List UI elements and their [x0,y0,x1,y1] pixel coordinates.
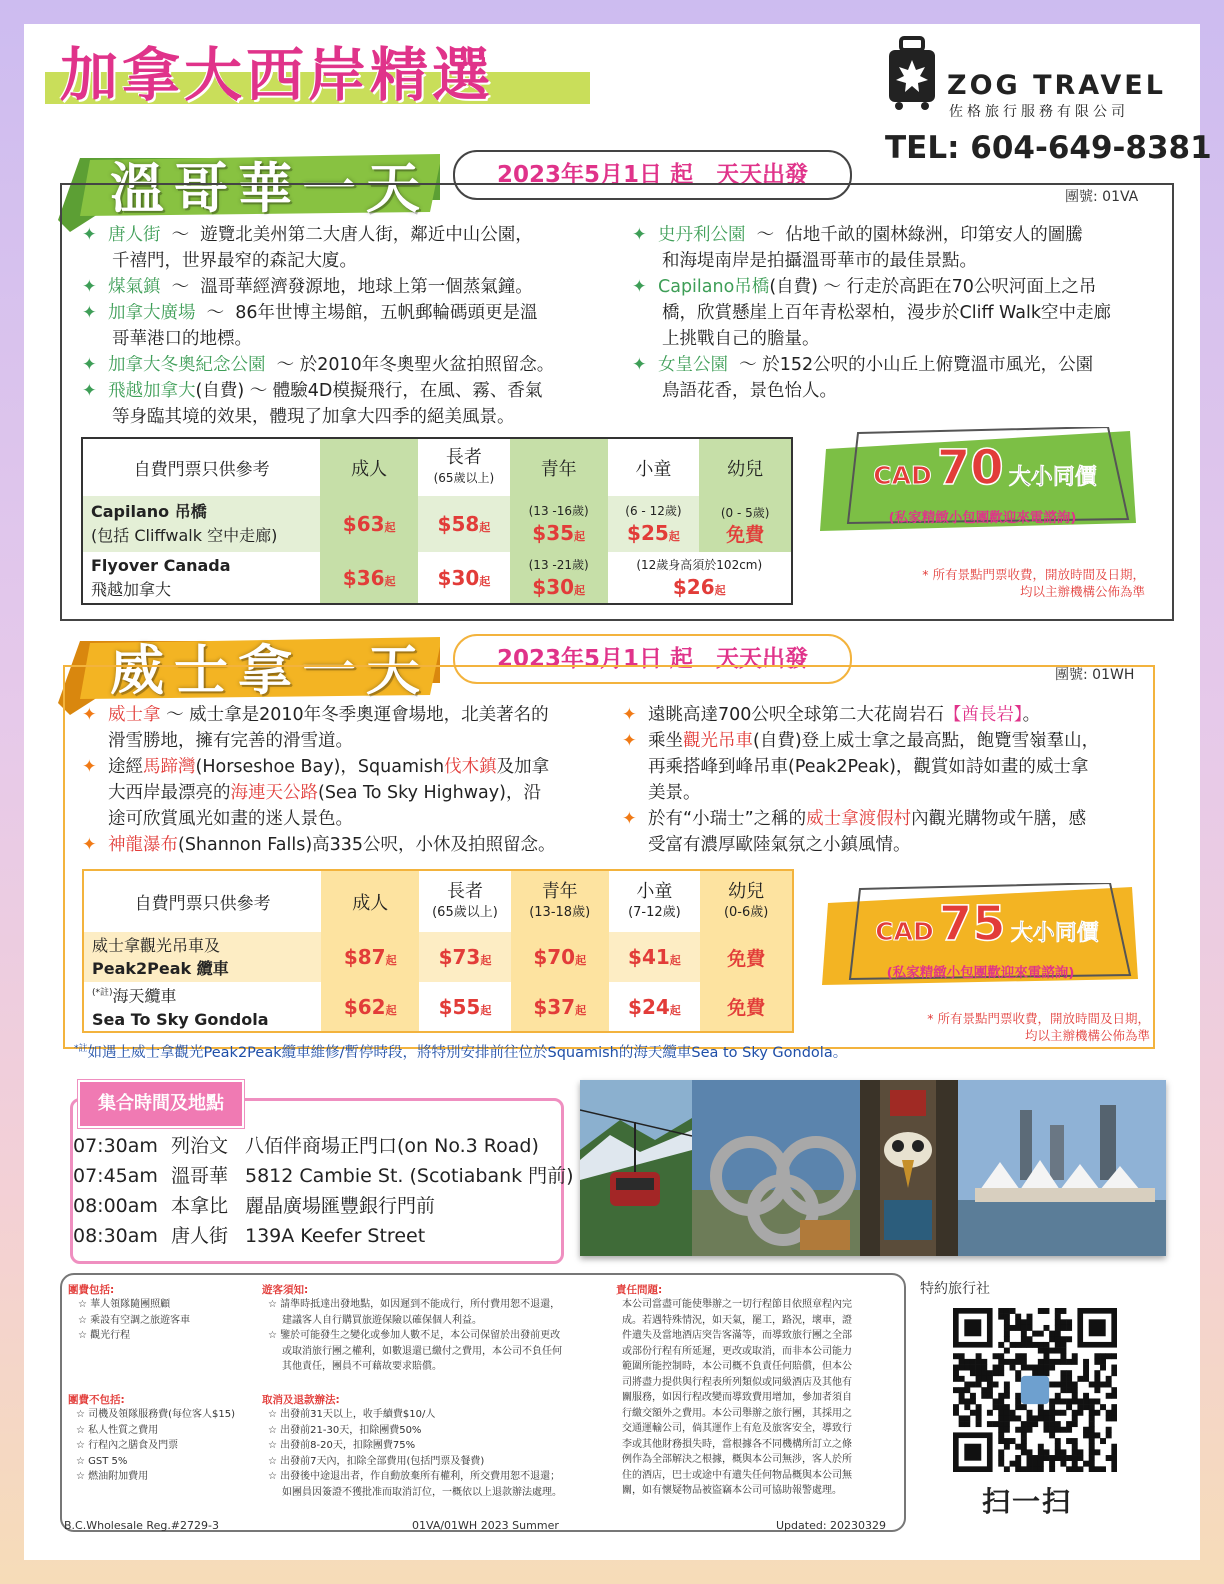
agency-label: 特約旅行社 [920,1281,990,1297]
whistler-left-items [82,702,612,858]
star-bullet-icon: ✦ [622,731,637,751]
table-header: 成人 [321,870,419,932]
phone-number: TEL: 604-649-8381 [885,130,1212,166]
whistler-right-items [622,702,1152,858]
list-item: ✦ 加拿大冬奧紀念公園 ～ 於2010年冬奧聖火盆拍照留念。 [82,355,555,375]
list-item: 滑雪勝地，擁有完善的滑雪道。 [108,731,353,751]
vancouver-price-table [81,437,793,605]
table-header: 自費門票只供參考 [82,438,320,496]
list-item: 07:45am 溫哥華 5812 Cambie St. (Scotiabank 門前) [73,1165,574,1187]
list-item: ✦ 威士拿 ～ 威士拿是2010年冬季奧運會場地，北美著名的 [82,702,612,728]
list-item: ✦ 乘坐觀光吊車(自費)登上威士拿之最高點，飽覽雪嶺羣山， [622,728,1152,754]
meeting-title: 集合時間及地點 [78,1080,244,1128]
star-bullet-icon: ✦ [82,835,97,855]
suitcase-logo-icon [887,36,937,112]
totem-pole-photo [860,1080,958,1256]
gondola-photo [580,1080,692,1256]
table-header: 幼兒 [699,438,792,496]
whistler-note: * 所有景點門票收費，開放時間及日期， 均以主辦機構公佈為準 [927,1011,1150,1043]
table-row: 威士拿觀光吊車及 Peak2Peak 纜車 $87起 $73起 $70起 $41起 免費 [83,932,793,982]
table-row: Flyover Canada 飛越加拿大 $36起 $30起 (13 -21歲) $30起 (12歲身高須於102cm) $26起 [82,552,792,604]
list-item: ✦ 加拿大廣場 ～ 86年世博主場館，五帆郵輪碼頭更是溫 哥華港口的地標。 [82,303,538,349]
table-header: 成人 [320,438,418,496]
list-item: ✦ 遠眺高達700公呎全球第二大花崗岩石【酋長岩】。 [622,702,1152,728]
star-bullet-icon: ✦ [82,705,97,725]
olympic-rings-photo [692,1080,860,1256]
whistler-tour-no: 團號: 01WH [1055,667,1135,683]
main-title: 加拿大西岸精選 [60,41,495,109]
list-item: 途可欣賞風光如畫的迷人景色。 [108,809,353,829]
list-item: 美景。 [648,783,701,803]
vancouver-price-sub: (私家精緻小包團歡迎來電諮詢) [888,510,1077,526]
list-item: ✦ 於有“小瑞士”之稱的威士拿渡假村內觀光購物或午膳，感 [622,806,1152,832]
meeting-list [73,1131,574,1251]
table-row: $^{(*註)}$海天纜車 Sea To Sky Gondola $62起 $55起 $37起 $24起 免費 [83,982,793,1032]
table-header: 小童 (7-12歲) [609,870,701,932]
vancouver-date: 2023年5月1日 起 天天出發 [453,150,852,200]
whistler-price-table [82,869,794,1033]
photo-strip [580,1080,1166,1256]
footer-updated: Updated: 20230329 [776,1519,887,1532]
terms-responsibility: 責任問題: 本公司當盡可能使舉辦之一切行程節目依照章程內完 成。若遇特殊情況，如天氣，罷工，路況，壞車，證 件遺失及當地酒店突告客滿等，而導致旅行團之全部 或部份行程有所延遲，更改或取消，而非本公司能力 範圍所能控制時，本公司概不負責任何賠償，但本公 司將盡力提供與行程表所列類似或同級酒店及其他有 關服務，如因行程改變而導致費用增加，參加者須自 行繳交額外之費用。本公司舉辦之旅行團，其採用之 交通運輸公司，倘其運作上有危及旅客安全，導致行 李或其他財務損失時，當根據各不同機構所訂立之條 例作為全部解決之根據，概與本公司無涉，客人於所 住的酒店，巴士或途中有遺失任何物品概與本公司無 關，如有懷疑物品被盜竊本公司可協助報警處理。 [616,1284,852,1496]
star-bullet-icon: ✦ [82,757,97,777]
table-header: 青年 [510,438,608,496]
list-item: ✦ 煤氣鎮 ～ 溫哥華經濟發源地，地球上第一個蒸氣鐘。 [82,277,533,297]
list-item: ✦ 唐人街 ～ 遊覽北美州第二大唐人街，鄰近中山公園， 千禧門，世界最窄的森記大廈。 [82,225,533,271]
scan-label: 扫一扫 [982,1485,1073,1518]
whistler-footnote: $^{*註}$如遇上威士拿觀光Peak2Peak纜車維修/暫停時段，將特別安排前往位於Squamish的海天纜車Sea to Sky Gondola。 [74,1044,848,1061]
list-item: ✦ 飛越加拿大(自費) ～ 體驗4D模擬飛行，在風、霧、香氣 等身臨其境的效果，體現了加拿大四季的絕美風景。 [82,381,543,427]
list-item: 07:30am 列治文 八佰伴商場正門口(on No.3 Road) [73,1135,539,1157]
list-item: ✦ 女皇公園 ～ 於152公呎的小山丘上俯覽溫市風光，公園 鳥語花香，景色怡人。 [632,355,1094,401]
list-item: 08:30am 唐人街 139A Keefer Street [73,1225,426,1247]
list-item: 08:00am 本拿比 麗晶廣場匯豐銀行門前 [73,1195,436,1217]
whistler-price-sub: (私家精緻小包團歡迎來電諮詢) [886,965,1075,981]
terms-excluded: 團費不包括: ☆ 司機及領隊服務費(每位客人$15) ☆ 私人性質之費用 ☆ 行程內之膳食及門票 ☆ GST 5% ☆ 燃油附加費用 [68,1394,236,1482]
whistler-price: CAD 75 大小同價 [875,896,1099,952]
table-header: 自費門票只供參考 [83,870,321,932]
list-item: 再乘搭峰到峰吊車(Peak2Peak)，觀賞如詩如畫的威士拿 [648,757,1089,777]
vancouver-right-items [632,222,1162,404]
table-header: 小童 [608,438,700,496]
vancouver-note: * 所有景點門票收費，開放時間及日期， 均以主辦機構公佈為準 [922,567,1145,599]
terms-included: 團費包括: ☆ 華人領隊隨團照顧 ☆ 乘設有空調之旅遊客車 ☆ 觀光行程 [68,1284,191,1341]
vancouver-price: CAD 70 大小同價 [873,440,1097,496]
list-item: 受富有濃厚歐陸氣氛之小鎮風情。 [648,835,911,855]
list-item: 大西岸最漂亮的海連天公路(Sea To Sky Highway)，沿 [108,783,541,803]
canada-place-photo [958,1080,1166,1256]
terms-cancellation: 取消及退款辦法: ☆ 出發前31天以上，收手續費$10/人 ☆ 出發前21-30天，扣除團費50% ☆ 出發前8-20天，扣除團費75% ☆ 出發前7天內，扣除全部費用(包括門票及餐費) ☆ 出發後中途退出者，作自動放棄所有權利，所交費用恕不退還； 如團員因簽證不獲批准而取消訂位，一概依以上退款辦法處理。 [262,1394,562,1498]
star-bullet-icon: ✦ [622,809,637,829]
whistler-banner: 威士拿一天 [110,639,430,702]
list-item: ✦ 史丹利公園 ～ 佔地千畝的園林綠洲，印第安人的圖騰 和海堤南岸是拍攝溫哥華市的最佳景點。 [632,225,1083,271]
footer-code: 01VA/01WH 2023 Summer [412,1519,559,1532]
company-name-zh: 佐格旅行服務有限公司 [949,104,1129,120]
vancouver-left-items [82,222,617,430]
terms-notice: 遊客須知: ☆ 請準時抵達出發地點，如因遲到不能成行，所付費用恕不退還， 建議客人自行購買旅遊保險以確保個人利益。 ☆ 鑒於可能發生之變化或參加人數不足，本公司保留於出發前更改 或取消旅行團之權利，如數退還已繳付之費用，本公司不負任何 其他責任，團員不可藉故要求賠償。 [262,1284,562,1372]
vancouver-tour-no: 團號: 01VA [1065,189,1139,205]
table-header: 長者 (65歲以上) [419,870,511,932]
table-header: 長者 (65歲以上) [418,438,510,496]
company-name-en: ZOG TRAVEL [947,70,1166,101]
qr-code-icon[interactable] [953,1308,1117,1472]
table-header: 幼兒 (0-6歲) [700,870,793,932]
list-item: ✦ Capilano吊橋(自費) ～ 行走於高距在70公呎河面上之吊 橋，欣賞懸崖上百年青松翠柏，漫步於Cliff Walk空中走廊 上挑戰自己的膽量。 [632,277,1111,349]
whistler-date: 2023年5月1日 起 天天出發 [453,634,852,684]
table-row: Capilano 吊橋 (包括 Cliffwalk 空中走廊) $63起 $58起 (13 -16歲) $35起 (6 - 12歲) $25起 (0 - 5歲) 免費 [82,496,792,552]
vancouver-banner: 溫哥華一天 [110,157,430,220]
footer-registration: B.C.Wholesale Reg.#2729-3 [64,1519,219,1532]
list-item: ✦ 途經馬蹄灣(Horseshoe Bay)，Squamish伐木鎮及加拿 [82,754,612,780]
list-item: ✦ 神龍瀑布(Shannon Falls)高335公呎，小休及拍照留念。 [82,832,612,858]
table-header: 青年 (13-18歲) [511,870,609,932]
star-bullet-icon: ✦ [622,705,637,725]
